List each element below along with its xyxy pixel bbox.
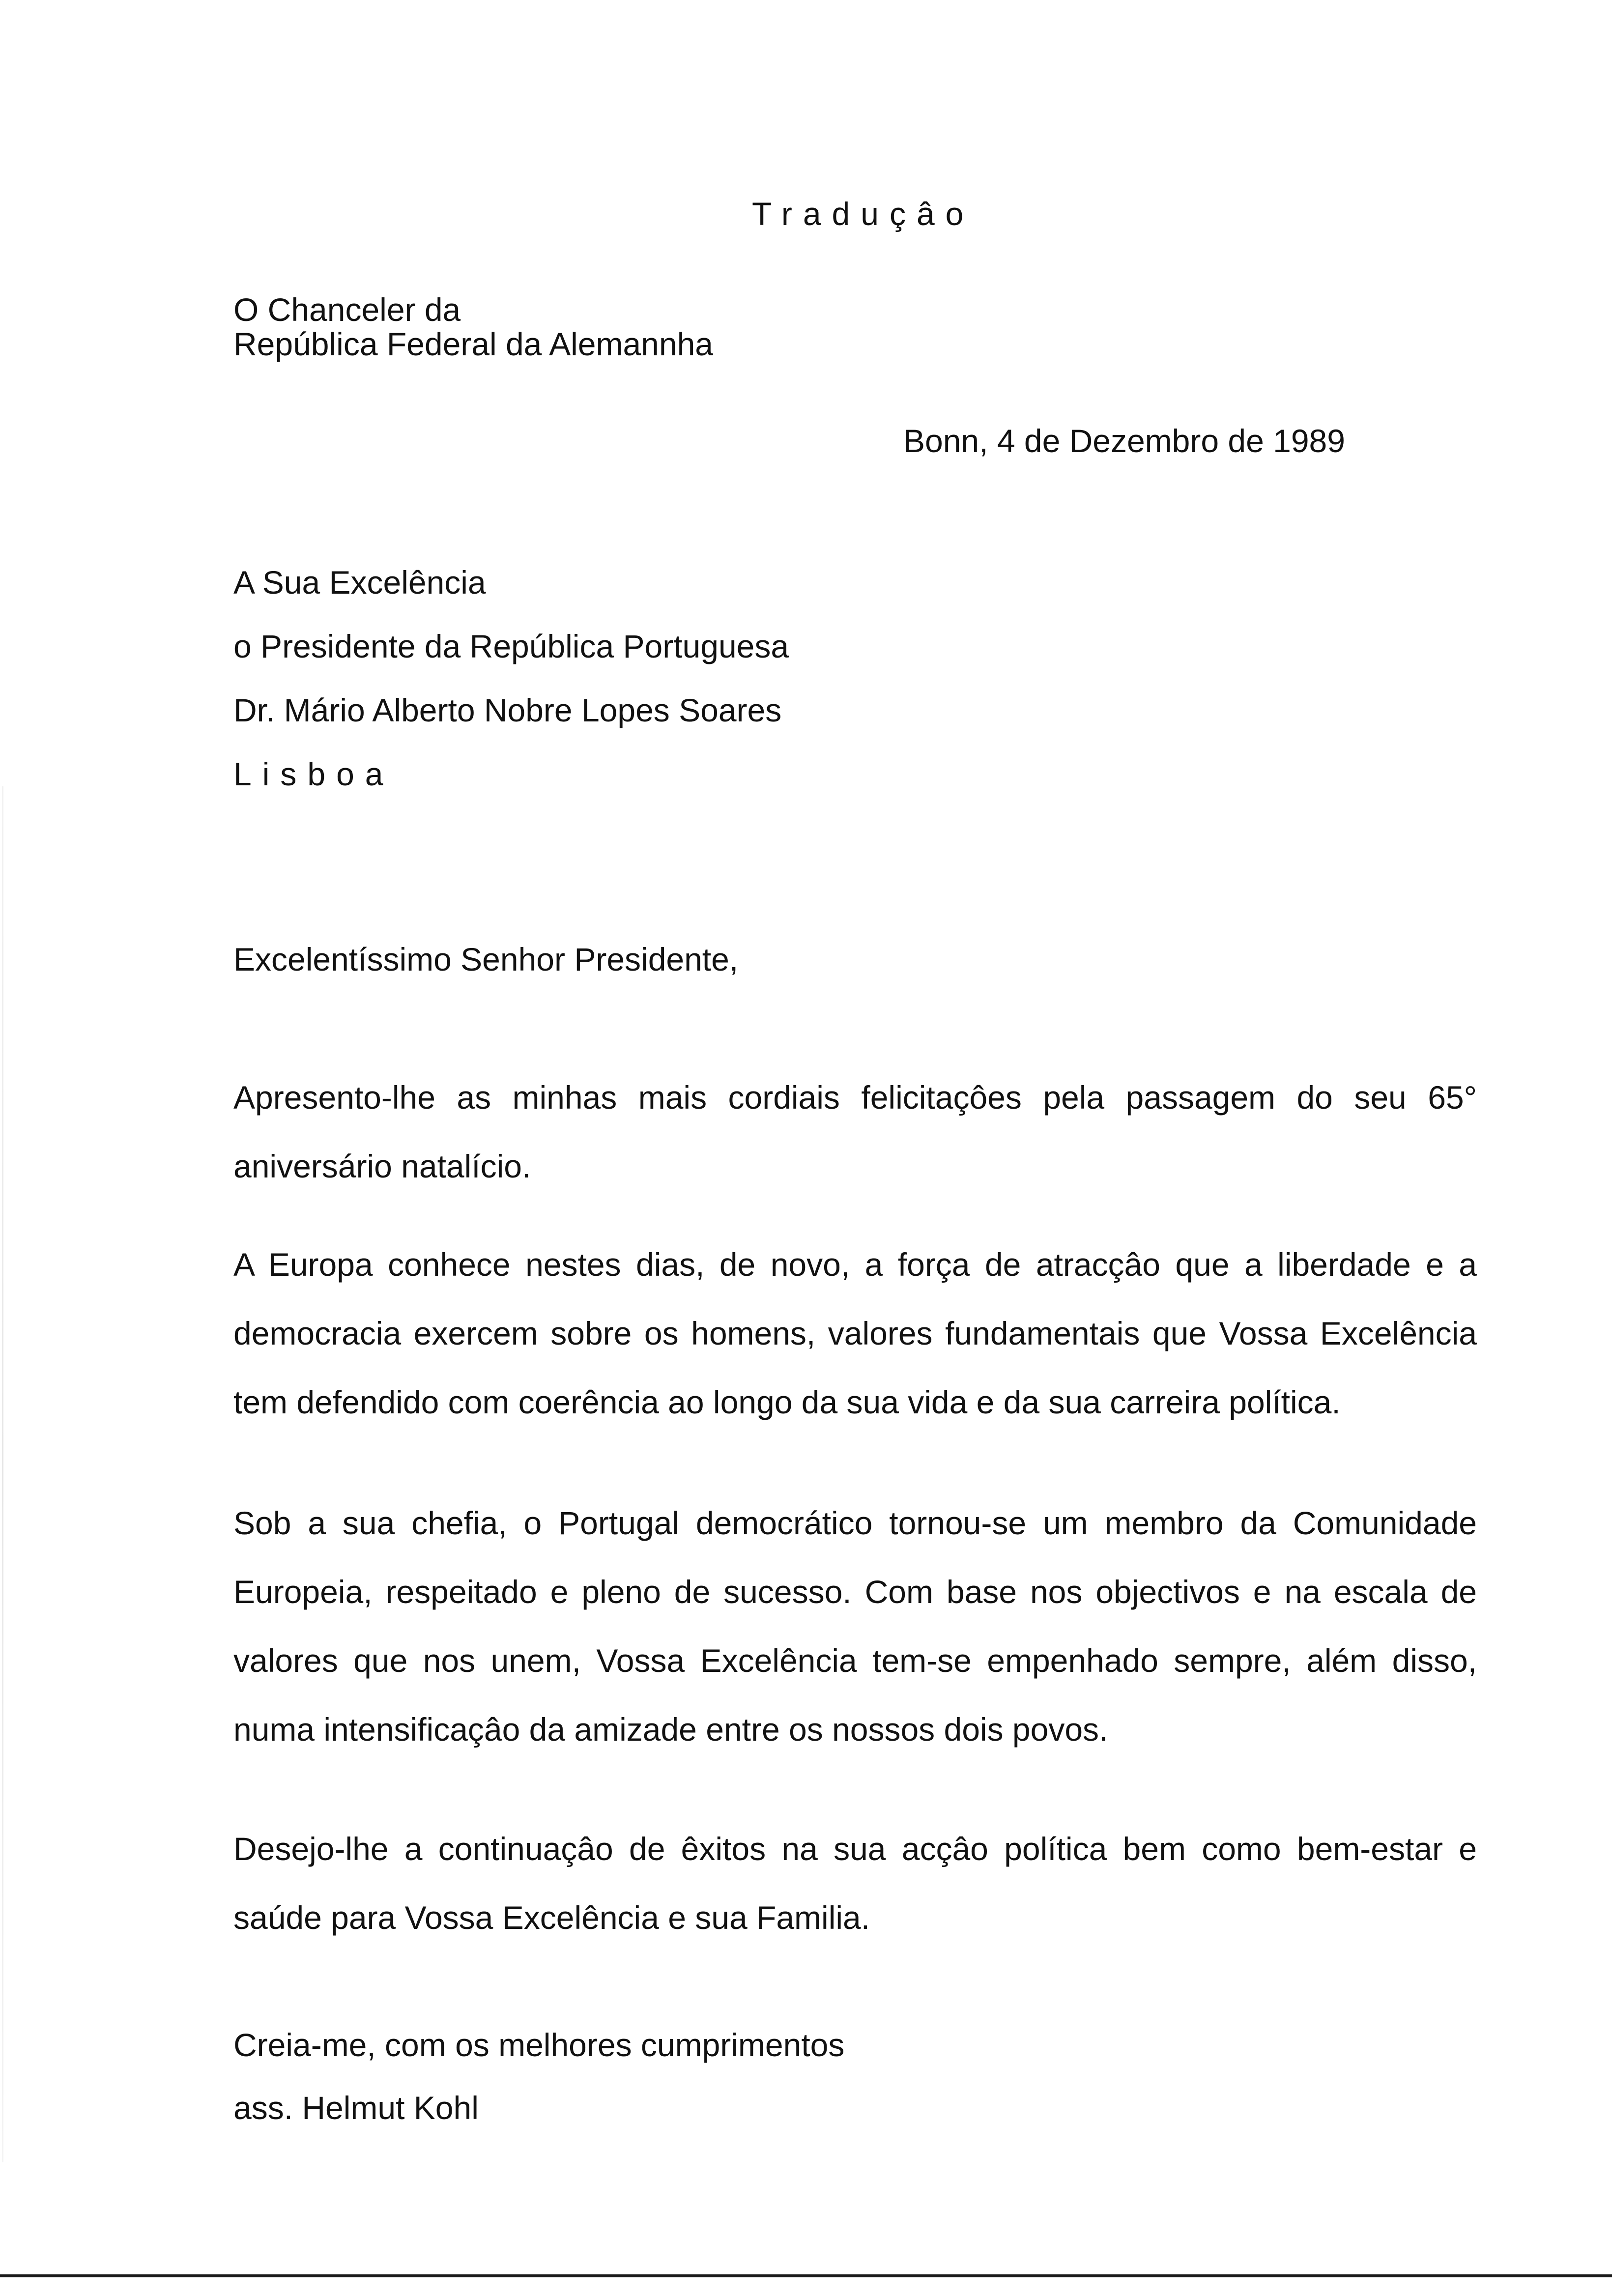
- recipient-line-1: A Sua Excelência: [233, 564, 486, 601]
- sender-block: [233, 292, 713, 361]
- scan-edge: [2, 786, 3, 2162]
- closing-line: Creia-me, com os melhores cumprimentos: [233, 2027, 845, 2063]
- signature-line: ass. Helmut Kohl: [233, 2090, 479, 2126]
- body-paragraph: A Europa conhece nestes dias, de novo, a força de atracçâo que a liberdade e a democracia exercem sobre os homens, valores fundamentais que Vossa Excelência tem defendido com coerência ao longo da sua vida e da sua carreira política.: [233, 1246, 1477, 1420]
- recipient-city: Lisboa: [233, 756, 394, 792]
- sender-line-1: O Chanceler da: [233, 291, 461, 328]
- sender-line-2: República Federal da Alemannha: [233, 326, 713, 362]
- recipient-line-2: o Presidente da República Portuguesa: [233, 628, 789, 664]
- document-title: Traduçâo: [752, 196, 975, 232]
- body-paragraph: Desejo-lhe a continuaçâo de êxitos na sua acçâo política bem como bem-estar e saúde para Vossa Excelência e sua Familia.: [233, 1831, 1477, 1936]
- recipient-line-3: Dr. Mário Alberto Nobre Lopes Soares: [233, 692, 782, 728]
- body-paragraph: Sob a sua chefia, o Portugal democrático tornou-se um membro da Comunidade Europeia, respeitado e pleno de sucesso. Com base nos objectivos e na escala de valores que nos unem, Vossa Excelência tem-se empenhado sempre, além disso, numa intensificaçâo da amizade entre os nossos dois povos.: [233, 1505, 1477, 1748]
- body-paragraph: Apresento-lhe as minhas mais cordiais felicitaçôes pela passagem do seu 65° aniversário natalício.: [233, 1079, 1477, 1184]
- closing-block: [233, 2013, 844, 2139]
- recipient-block: [233, 550, 789, 806]
- salutation: Excelentíssimo Senhor Presidente,: [233, 941, 739, 977]
- letter-date: Bonn, 4 de Dezembro de 1989: [903, 423, 1345, 459]
- bottom-rule: [0, 2274, 1612, 2277]
